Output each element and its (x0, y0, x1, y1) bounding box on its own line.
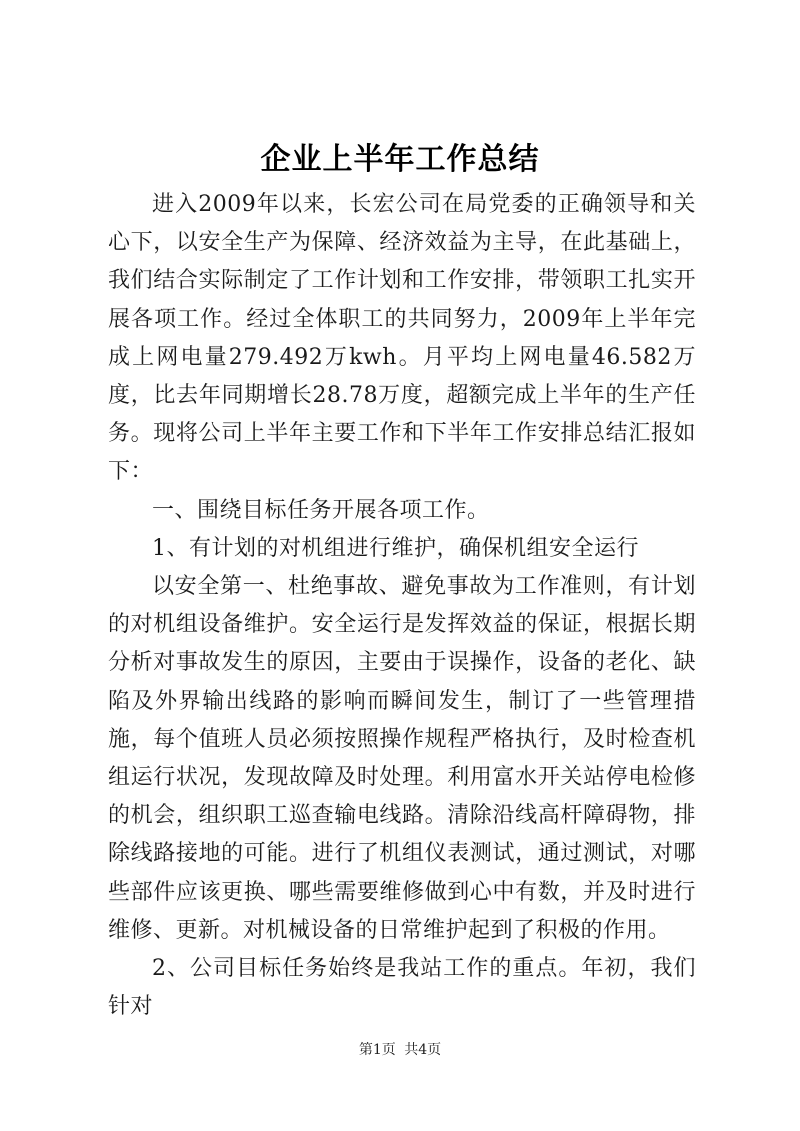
paragraph-maintenance: 以安全第一、杜绝事故、避免事故为工作准则，有计划的对机组设备维护。安全运行是发挥效益的保证，根据长期分析对事故发生的原因，主要由于误操作，设备的老化、缺陷及外界输出线路的影响而瞬间发生，制订了一些管理措施，每个值班人员必须按照操作规程严格执行，及时检查机组运行状况，发现故障及时处理。利用富水开关站停电检修的机会，组织职工巡查输电线路。清除沿线高杆障碍物，排除线路接地的可能。进行了机组仪表测试，通过测试，对哪些部件应该更换、哪些需要维修做到心中有数，并及时进行维修、更新。对机械设备的日常维护起到了积极的作用。 (108, 574, 696, 943)
document-body (108, 186, 696, 1026)
paragraph-subheading-2: 2、公司目标任务始终是我站工作的重点。年初，我们针对 (108, 956, 696, 1020)
page-number: 第1页 (358, 1042, 396, 1058)
paragraph-section-heading: 一、围绕目标任务开展各项工作。 (152, 497, 490, 523)
paragraph-intro: 进入2009年以来，长宏公司在局党委的正确领导和关心下，以安全生产为保障、经济效益为主导，在此基础上，我们结合实际制定了工作计划和工作安排，带领职工扎实开展各项工作。经过全体职工的共同努力，2009年上半年完成上网电量279.492万kwh。月平均上网电量46.582万度，比去年同期增长28.78万度，超额完成上半年的生产任务。现将公司上半年主要工作和下半年工作安排总结汇报如下： (108, 192, 696, 485)
document-title: 企业上半年工作总结 (260, 142, 540, 177)
page-footer (0, 1040, 800, 1060)
page-total: 共4页 (404, 1042, 442, 1058)
paragraph-subheading-1: 1、有计划的对机组进行维护，确保机组安全运行 (152, 535, 639, 561)
